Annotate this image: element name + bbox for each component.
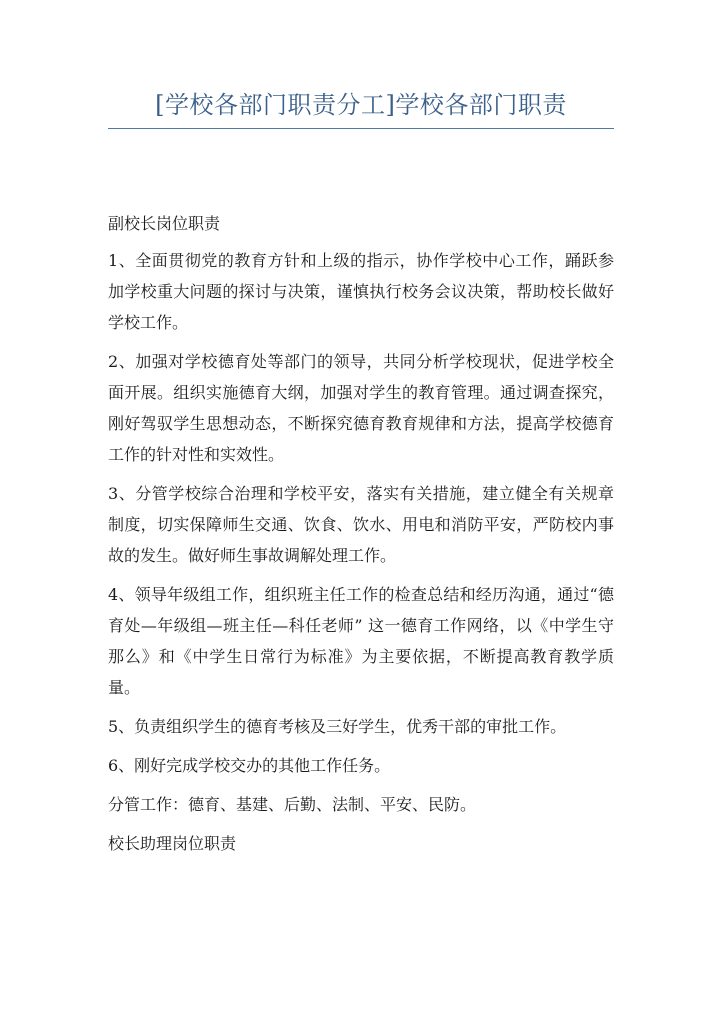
duty-item-4: 4、领导年级组工作，组织班主任工作的检查总结和经历沟通，通过“德育处—年级组—班主任—科任老师” 这一德育工作网络，以《中学生守那么》和《中学生日常行为标准》为主要依据，不断提高教育教学质量。: [108, 585, 614, 697]
document-body: [108, 208, 614, 865]
duty-item-2: 2、加强对学校德育处等部门的领导，共同分析学校现状，促进学校全面开展。组织实施德育大纲，加强对学生的教育管理。通过调查探究，刚好驾驭学生思想动态，不断探究德育教育规律和方法，提高学校德育工作的针对性和实效性。: [108, 352, 614, 464]
section-heading-vice-principal: 副校长岗位职责: [108, 214, 221, 233]
title-underline: [108, 128, 614, 129]
duty-item-6: 6、刚好完成学校交办的其他工作任务。: [108, 756, 391, 775]
section-heading-principal-assistant: 校长助理岗位职责: [108, 834, 237, 853]
duty-item-3: 3、分管学校综合治理和学校平安，落实有关措施，建立健全有关规章制度，切实保障师生交通、饮食、饮水、用电和消防平安，严防校内事故的发生。做好师生事故调解处理工作。: [108, 484, 614, 565]
document-title: [学校各部门职责分工]学校各部门职责: [155, 91, 567, 119]
managed-areas: 分管工作：德育、基建、后勤、法制、平安、民防。: [108, 795, 477, 814]
duty-item-5: 5、负责组织学生的德育考核及三好学生，优秀干部的审批工作。: [108, 717, 567, 736]
duty-item-1: 1、全面贯彻党的教育方针和上级的指示，协作学校中心工作，踊跃参加学校重大问题的探讨与决策，谨慎执行校务会议决策，帮助校长做好学校工作。: [108, 251, 614, 332]
